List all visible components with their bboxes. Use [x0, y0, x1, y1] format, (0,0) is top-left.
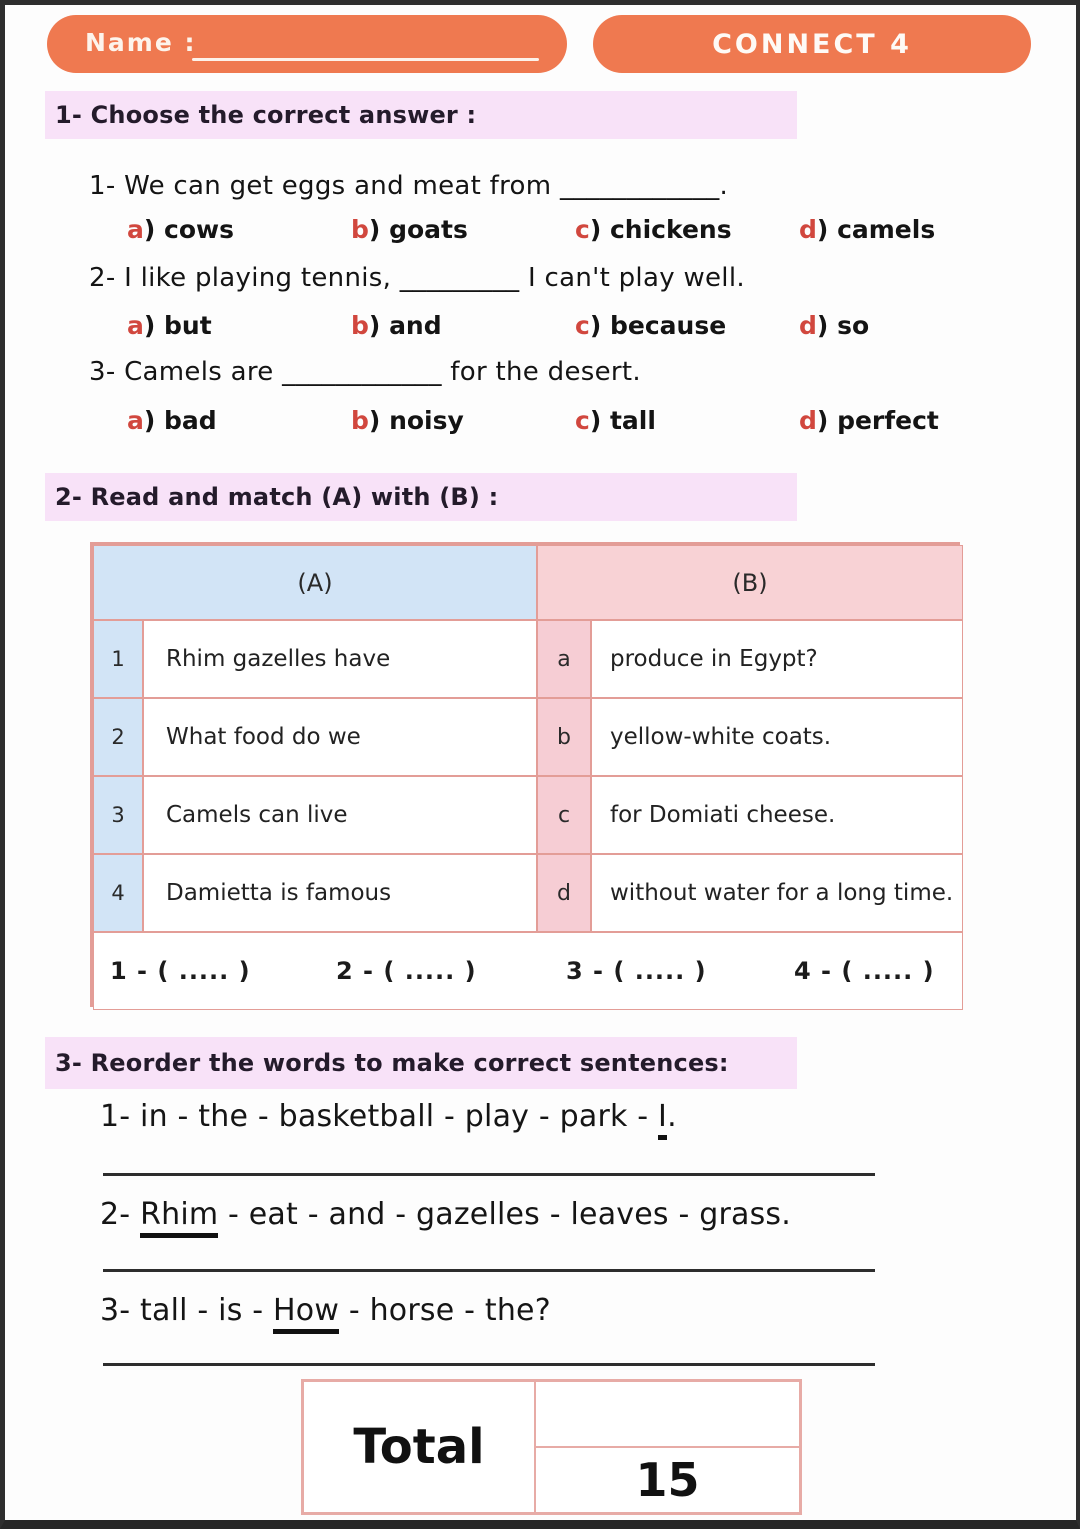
option-letter: b — [351, 406, 369, 435]
option-3d[interactable] — [799, 406, 939, 435]
sentence-underlined-word: Rhim — [140, 1197, 218, 1238]
row-4-letter: d — [537, 854, 591, 932]
option-3a[interactable] — [127, 406, 217, 435]
table-header-a: (A) — [93, 545, 537, 620]
section2-header: 2- Read and match (A) with (B) : — [45, 473, 797, 521]
option-letter: a — [127, 406, 144, 435]
row-1-column-b-text: produce in Egypt? — [591, 620, 963, 698]
option-paren: ) — [589, 311, 602, 340]
option-word: but — [164, 311, 212, 340]
option-1b[interactable] — [351, 215, 468, 244]
option-word: goats — [389, 215, 468, 244]
total-box — [301, 1379, 802, 1515]
option-paren: ) — [816, 406, 829, 435]
option-word: chickens — [609, 215, 732, 244]
option-2d[interactable] — [799, 311, 869, 340]
row-3-letter: c — [537, 776, 591, 854]
sentence-underlined-word: I — [658, 1099, 667, 1140]
option-letter: c — [575, 215, 590, 244]
option-3b[interactable] — [351, 406, 464, 435]
section1-header: 1- Choose the correct answer : — [45, 91, 797, 139]
option-paren: ) — [589, 215, 602, 244]
row-2-column-b-text: yellow-white coats. — [591, 698, 963, 776]
option-word: bad — [164, 406, 217, 435]
option-paren: ) — [368, 311, 381, 340]
sentence-text: 2- — [100, 1197, 141, 1232]
question-3: 3- Camels are ____________ for the desert. — [89, 357, 641, 387]
option-word: tall — [609, 406, 656, 435]
row-4-column-a-text: Damietta is famous — [143, 854, 537, 932]
row-4-column-b-text: without water for a long time. — [591, 854, 963, 932]
sentence-text: - horse - the? — [339, 1293, 551, 1328]
row-1-letter: a — [537, 620, 591, 698]
answer-line-2[interactable] — [103, 1269, 875, 1272]
option-word: so — [837, 311, 870, 340]
question-3-options — [5, 406, 1076, 444]
sentence-text: 1- in - the - basketball - play - park - — [100, 1099, 659, 1134]
option-letter: b — [351, 311, 369, 340]
option-letter: a — [127, 215, 144, 244]
option-letter: c — [575, 406, 590, 435]
row-2-letter: b — [537, 698, 591, 776]
option-letter: d — [799, 406, 817, 435]
sentence-text: 3- tall - is - — [100, 1293, 274, 1328]
reorder-sentence-1 — [100, 1099, 677, 1134]
option-paren: ) — [589, 406, 602, 435]
row-3-column-a-text: Camels can live — [143, 776, 537, 854]
option-word: and — [389, 311, 442, 340]
question-1: 1- We can get eggs and meat from ____________. — [89, 171, 729, 201]
option-2b[interactable] — [351, 311, 442, 340]
option-paren: ) — [816, 215, 829, 244]
answer-slot-3[interactable]: 3 - ( ..... ) — [566, 957, 707, 985]
score-cell-value: 15 — [535, 1447, 800, 1513]
option-2c[interactable] — [575, 311, 726, 340]
option-letter: d — [799, 311, 817, 340]
row-1-column-a-text: Rhim gazelles have — [143, 620, 537, 698]
option-2a[interactable] — [127, 311, 212, 340]
option-1a[interactable] — [127, 215, 234, 244]
reorder-sentence-3 — [100, 1293, 551, 1328]
reorder-sentence-2 — [100, 1197, 791, 1232]
option-1d[interactable] — [799, 215, 935, 244]
option-paren: ) — [143, 215, 156, 244]
total-label: Total — [303, 1381, 535, 1513]
option-word: noisy — [389, 406, 464, 435]
row-1-number: 1 — [93, 620, 143, 698]
option-paren: ) — [143, 406, 156, 435]
name-label: Name : — [85, 28, 197, 57]
question-2: 2- I like playing tennis, _________ I can't play well. — [89, 263, 745, 293]
name-field — [47, 15, 567, 73]
connect-badge — [593, 15, 1031, 73]
row-3-column-b-text: for Domiati cheese. — [591, 776, 963, 854]
sentence-underlined-word: How — [273, 1293, 339, 1334]
row-3-number: 3 — [93, 776, 143, 854]
option-3c[interactable] — [575, 406, 656, 435]
row-2-number: 2 — [93, 698, 143, 776]
sentence-text: - eat - and - gazelles - leaves - grass. — [218, 1197, 791, 1232]
score-cell-empty[interactable] — [535, 1381, 800, 1447]
option-paren: ) — [368, 406, 381, 435]
row-2-column-a-text: What food do we — [143, 698, 537, 776]
option-paren: ) — [143, 311, 156, 340]
question-1-options — [5, 215, 1076, 253]
option-letter: a — [127, 311, 144, 340]
option-letter: d — [799, 215, 817, 244]
match-table — [90, 542, 960, 1007]
name-input-line[interactable] — [192, 58, 539, 61]
option-paren: ) — [368, 215, 381, 244]
option-word: because — [609, 311, 727, 340]
answer-slot-4[interactable]: 4 - ( ..... ) — [794, 957, 935, 985]
table-header-b: (B) — [537, 545, 963, 620]
answer-slot-1[interactable]: 1 - ( ..... ) — [110, 957, 251, 985]
option-letter: b — [351, 215, 369, 244]
answer-slot-2[interactable]: 2 - ( ..... ) — [336, 957, 477, 985]
option-word: cows — [164, 215, 235, 244]
sentence-text: . — [667, 1099, 677, 1134]
answer-line-1[interactable] — [103, 1173, 875, 1176]
match-answers-row — [93, 932, 963, 1010]
option-word: camels — [837, 215, 936, 244]
row-4-number: 4 — [93, 854, 143, 932]
answer-line-3[interactable] — [103, 1363, 875, 1366]
section3-header: 3- Reorder the words to make correct sentences: — [45, 1037, 797, 1089]
question-2-options — [5, 311, 1076, 349]
option-1c[interactable] — [575, 215, 732, 244]
option-paren: ) — [816, 311, 829, 340]
option-letter: c — [575, 311, 590, 340]
worksheet-title: CONNECT 4 — [712, 28, 912, 60]
option-word: perfect — [837, 406, 939, 435]
